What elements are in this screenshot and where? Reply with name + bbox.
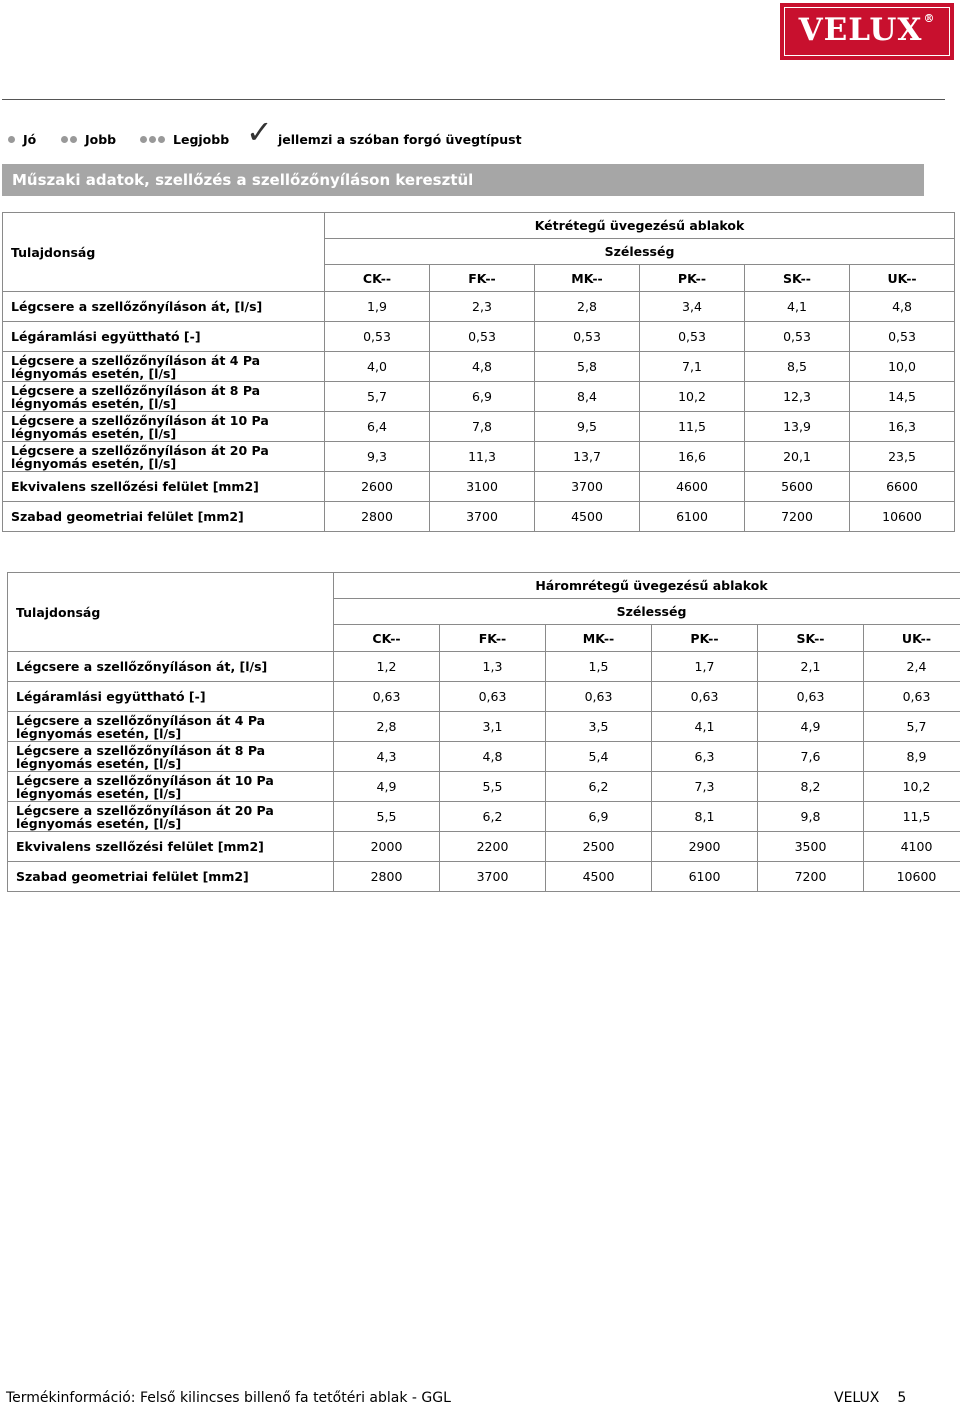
table-cell: 2900 (652, 832, 758, 862)
row-label: Szabad geometriai felület [mm2] (3, 502, 325, 532)
table-cell: 3,4 (640, 292, 745, 322)
table-row (8, 832, 960, 862)
table-row (3, 292, 955, 322)
width-subheader: Szélesség (334, 599, 960, 625)
row-label: Légcsere a szellőzőnyíláson át 10 Pa légnyomás esetén, [l/s] (8, 772, 334, 802)
footer-page-info (834, 1390, 906, 1406)
table-cell: 4,1 (745, 292, 850, 322)
table-cell: 16,3 (850, 412, 955, 442)
table-cell: 4,0 (325, 352, 430, 382)
table-cell: 7,6 (758, 742, 864, 772)
table-cell: 2800 (325, 502, 430, 532)
table-cell: 2,1 (758, 652, 864, 682)
dot-icon (158, 136, 165, 143)
row-label: Légáramlási együttható [-] (8, 682, 334, 712)
section-title-bar (2, 164, 924, 196)
legend-good: Jó (8, 132, 36, 147)
table-row (3, 412, 955, 442)
double-glazing-table (2, 212, 955, 532)
velux-logo (780, 3, 954, 60)
table-row (8, 772, 960, 802)
table-cell: 1,2 (334, 652, 440, 682)
dot-icon (70, 136, 77, 143)
table-cell: 6,9 (546, 802, 652, 832)
row-label: Légcsere a szellőzőnyíláson át, [l/s] (8, 652, 334, 682)
table-cell: 5,7 (325, 382, 430, 412)
table-cell: 2200 (440, 832, 546, 862)
table-cell: 0,63 (758, 682, 864, 712)
table-cell: 0,53 (745, 322, 850, 352)
row-label: Légcsere a szellőzőnyíláson át 4 Pa légnyomás esetén, [l/s] (8, 712, 334, 742)
size-column-header: UK-- (864, 625, 960, 652)
table-cell: 11,5 (640, 412, 745, 442)
table-cell: 4,8 (430, 352, 535, 382)
table-cell: 4,1 (652, 712, 758, 742)
size-column-header: FK-- (430, 265, 535, 292)
table-cell: 1,3 (440, 652, 546, 682)
table-cell: 3700 (535, 472, 640, 502)
table-cell: 1,7 (652, 652, 758, 682)
table-cell: 6,4 (325, 412, 430, 442)
table-row (8, 802, 960, 832)
table-cell: 4,8 (440, 742, 546, 772)
table-cell: 9,5 (535, 412, 640, 442)
row-label: Szabad geometriai felület [mm2] (8, 862, 334, 892)
triple-glazing-table (7, 572, 960, 892)
table-cell: 0,63 (652, 682, 758, 712)
table-cell: 0,63 (864, 682, 960, 712)
table-cell: 3,5 (546, 712, 652, 742)
legend-better: Jobb (61, 132, 116, 147)
size-column-header: CK-- (325, 265, 430, 292)
size-column-header: SK-- (745, 265, 850, 292)
table-cell: 9,8 (758, 802, 864, 832)
legend-best: Legjobb (140, 132, 229, 147)
table-cell: 7,8 (430, 412, 535, 442)
table-row (3, 352, 955, 382)
table-cell: 9,3 (325, 442, 430, 472)
size-column-header: SK-- (758, 625, 864, 652)
dot-icon (8, 136, 15, 143)
table-cell: 7200 (745, 502, 850, 532)
table-cell: 4,9 (758, 712, 864, 742)
table-cell: 11,5 (864, 802, 960, 832)
dot-icon (149, 136, 156, 143)
table-cell: 11,3 (430, 442, 535, 472)
table-cell: 2800 (334, 862, 440, 892)
table-cell: 10,0 (850, 352, 955, 382)
footer-brand: VELUX (834, 1390, 880, 1406)
row-label: Légcsere a szellőzőnyíláson át 8 Pa légnyomás esetén, [l/s] (8, 742, 334, 772)
size-column-header: PK-- (640, 265, 745, 292)
row-label: Ekvivalens szellőzési felület [mm2] (8, 832, 334, 862)
legend-check-text: jellemzi a szóban forgó üvegtípust (278, 132, 522, 147)
table-cell: 2,4 (864, 652, 960, 682)
dot-icon (140, 136, 147, 143)
logo-text: VELUX® (798, 12, 936, 48)
table-cell: 6,9 (430, 382, 535, 412)
table-cell: 14,5 (850, 382, 955, 412)
size-column-header: PK-- (652, 625, 758, 652)
row-label: Légcsere a szellőzőnyíláson át 10 Pa légnyomás esetén, [l/s] (3, 412, 325, 442)
row-label: Légcsere a szellőzőnyíláson át 8 Pa légnyomás esetén, [l/s] (3, 382, 325, 412)
table-row (8, 652, 960, 682)
table-row (8, 742, 960, 772)
table-cell: 3,1 (440, 712, 546, 742)
table-cell: 13,7 (535, 442, 640, 472)
table-cell: 2,8 (535, 292, 640, 322)
table-cell: 0,53 (325, 322, 430, 352)
table-cell: 5,5 (334, 802, 440, 832)
row-label: Ekvivalens szellőzési felület [mm2] (3, 472, 325, 502)
table-cell: 0,63 (334, 682, 440, 712)
table-cell: 2,8 (334, 712, 440, 742)
table-cell: 23,5 (850, 442, 955, 472)
table-cell: 10600 (864, 862, 960, 892)
table-cell: 2600 (325, 472, 430, 502)
table-cell: 2500 (546, 832, 652, 862)
width-subheader: Szélesség (325, 239, 955, 265)
table-cell: 16,6 (640, 442, 745, 472)
table-row (8, 862, 960, 892)
size-column-header: FK-- (440, 625, 546, 652)
table-cell: 0,63 (440, 682, 546, 712)
dot-icon (61, 136, 68, 143)
glazing-group-header: Háromrétegű üvegezésű ablakok (334, 573, 960, 599)
table-cell: 6100 (652, 862, 758, 892)
property-header: Tulajdonság (8, 573, 334, 652)
table-cell: 4500 (535, 502, 640, 532)
table-cell: 10,2 (640, 382, 745, 412)
table-cell: 4,9 (334, 772, 440, 802)
table-cell: 5600 (745, 472, 850, 502)
size-column-header: UK-- (850, 265, 955, 292)
table-row (3, 442, 955, 472)
table-cell: 0,53 (535, 322, 640, 352)
table-row (8, 712, 960, 742)
row-label: Légcsere a szellőzőnyíláson át, [l/s] (3, 292, 325, 322)
table-cell: 0,63 (546, 682, 652, 712)
table-cell: 3500 (758, 832, 864, 862)
row-label: Légcsere a szellőzőnyíláson át 20 Pa légnyomás esetén, [l/s] (3, 442, 325, 472)
table-cell: 8,1 (652, 802, 758, 832)
table-row (3, 472, 955, 502)
legend (8, 113, 928, 156)
checkmark-icon: ✓ (246, 113, 273, 151)
table-cell: 3700 (430, 502, 535, 532)
table-cell: 5,7 (864, 712, 960, 742)
table-cell: 7,1 (640, 352, 745, 382)
table-cell: 5,5 (440, 772, 546, 802)
table-cell: 3100 (430, 472, 535, 502)
table-cell: 3700 (440, 862, 546, 892)
glazing-group-header: Kétrétegű üvegezésű ablakok (325, 213, 955, 239)
table-cell: 4100 (864, 832, 960, 862)
table-cell: 6,2 (546, 772, 652, 802)
table-cell: 8,9 (864, 742, 960, 772)
footer-page-number: 5 (897, 1390, 907, 1406)
table-cell: 2000 (334, 832, 440, 862)
table-cell: 5,8 (535, 352, 640, 382)
table-cell: 6,2 (440, 802, 546, 832)
table-cell: 1,9 (325, 292, 430, 322)
table-cell: 12,3 (745, 382, 850, 412)
table-cell: 4600 (640, 472, 745, 502)
table-cell: 5,4 (546, 742, 652, 772)
table-cell: 4,8 (850, 292, 955, 322)
footer-product-info: Termékinformáció: Felső kilincses billenő fa tetőtéri ablak - GGL (6, 1390, 451, 1406)
table-row (8, 682, 960, 712)
table-row (3, 382, 955, 412)
row-label: Légáramlási együttható [-] (3, 322, 325, 352)
size-column-header: MK-- (535, 265, 640, 292)
header-rule (2, 99, 945, 100)
table-cell: 8,5 (745, 352, 850, 382)
table-cell: 6100 (640, 502, 745, 532)
table-cell: 6600 (850, 472, 955, 502)
table-cell: 0,53 (430, 322, 535, 352)
row-label: Légcsere a szellőzőnyíláson át 4 Pa légnyomás esetén, [l/s] (3, 352, 325, 382)
table-cell: 2,3 (430, 292, 535, 322)
table-cell: 0,53 (850, 322, 955, 352)
section-title: Műszaki adatok, szellőzés a szellőzőnyíláson keresztül (12, 171, 474, 189)
table-cell: 10600 (850, 502, 955, 532)
table-cell: 7,3 (652, 772, 758, 802)
size-column-header: MK-- (546, 625, 652, 652)
table-row (3, 322, 955, 352)
table-cell: 10,2 (864, 772, 960, 802)
table-cell: 0,53 (640, 322, 745, 352)
table-cell: 8,2 (758, 772, 864, 802)
table-cell: 1,5 (546, 652, 652, 682)
table-cell: 13,9 (745, 412, 850, 442)
table-row (3, 502, 955, 532)
table-cell: 8,4 (535, 382, 640, 412)
table-cell: 20,1 (745, 442, 850, 472)
table-cell: 6,3 (652, 742, 758, 772)
row-label: Légcsere a szellőzőnyíláson át 20 Pa légnyomás esetén, [l/s] (8, 802, 334, 832)
table-cell: 4,3 (334, 742, 440, 772)
property-header: Tulajdonság (3, 213, 325, 292)
table-cell: 7200 (758, 862, 864, 892)
table-cell: 4500 (546, 862, 652, 892)
size-column-header: CK-- (334, 625, 440, 652)
